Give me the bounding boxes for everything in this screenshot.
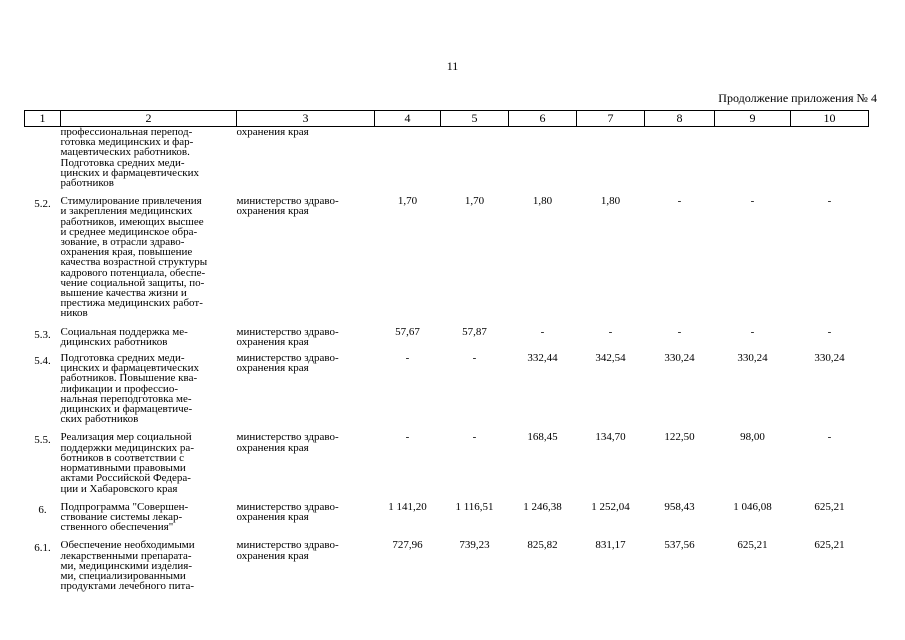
table-body [25, 127, 869, 592]
value-col-6: 825,82 [527, 539, 558, 552]
table-row [25, 347, 869, 424]
description-line: нормативными правовыми [60, 462, 186, 475]
value-col-4: 727,96 [392, 539, 423, 552]
description-line: профессиональная перепод- [60, 126, 193, 138]
value-col-5 [441, 127, 509, 189]
executor-line: охранения края [236, 549, 309, 562]
description-line: Подготовка средних меди- [60, 156, 185, 169]
row-description [61, 347, 237, 424]
description-line: охранения края, повышение [60, 246, 193, 259]
description-line: ми, медицинскими изделия- [60, 559, 193, 572]
row-description [61, 494, 237, 533]
value-col-9: 1 046,08 [733, 500, 772, 513]
row-number: 5.5. [34, 434, 51, 447]
value-col-10: - [827, 195, 832, 208]
value-col-5: - [472, 431, 477, 444]
value-col-6: 1,80 [532, 195, 553, 208]
executor-line: охранения края [236, 441, 309, 454]
value-col-7: 134,70 [595, 431, 626, 444]
value-col-5: 1,70 [464, 195, 485, 208]
row-description [61, 127, 237, 189]
value-col-7: 1 252,04 [591, 500, 630, 513]
value-col-10: - [827, 431, 832, 444]
description-line: и закрепления медицинских [60, 205, 193, 218]
description-line: качества возрастной структуры [60, 256, 208, 269]
value-col-9 [715, 127, 791, 189]
value-col-10: 330,24 [814, 352, 845, 365]
value-col-5: 1 116,51 [455, 500, 494, 513]
value-col-7: 1,80 [600, 195, 621, 208]
description-line: ственного обеспечения" [60, 521, 174, 534]
description-line: Подготовка средних меди- [60, 352, 185, 365]
value-col-4: 57,67 [395, 325, 420, 338]
description-line: престижа медицинских работ- [60, 297, 203, 310]
description-line: кадрового потенциала, обеспе- [60, 266, 206, 279]
row-number: 5.4. [34, 355, 51, 368]
table-row [25, 319, 869, 347]
description-line: работников. Повышение ква- [60, 372, 198, 385]
description-line: Стимулирование привлечения [60, 195, 202, 208]
value-col-8: - [677, 325, 682, 338]
row-executor [237, 188, 375, 318]
value-col-4: 1 141,20 [388, 500, 427, 513]
table-row [25, 188, 869, 318]
value-col-6 [509, 127, 577, 189]
appendix-table [24, 110, 869, 591]
value-col-7: - [608, 325, 613, 338]
row-number: 5.2. [34, 198, 51, 211]
description-line: ми, специализированными [60, 569, 186, 582]
value-col-7 [577, 127, 645, 189]
description-line: дицинских и фармацевтиче- [60, 403, 193, 416]
description-line: нальная переподготовка ме- [60, 392, 192, 405]
description-line: Обеспечение необходимыми [60, 539, 195, 552]
header-col-8: 8 [645, 111, 715, 127]
table-row [25, 127, 869, 189]
value-col-10: 625,21 [814, 500, 845, 513]
executor-line: министерство здраво- [236, 325, 339, 338]
value-col-8: - [677, 195, 682, 208]
value-col-6: 332,44 [527, 352, 558, 365]
description-line: ствование системы лекар- [60, 510, 183, 523]
value-col-4 [375, 127, 441, 189]
row-number: 6. [38, 503, 47, 516]
value-col-4: 1,70 [397, 195, 418, 208]
header-col-7: 7 [577, 111, 645, 127]
row-description [61, 532, 237, 591]
value-col-8 [645, 127, 715, 189]
table-row [25, 532, 869, 591]
description-line: Социальная поддержка ме- [60, 325, 188, 338]
description-line: ников [60, 307, 88, 320]
value-col-4: - [405, 431, 410, 444]
row-executor [237, 532, 375, 591]
row-number [25, 127, 61, 189]
value-col-8: 330,24 [664, 352, 695, 365]
value-col-9: 98,00 [740, 431, 765, 444]
header-col-9: 9 [715, 111, 791, 127]
description-line: ции и Хабаровского края [60, 482, 178, 495]
header-col-2: 2 [61, 111, 237, 127]
description-line: работников [60, 177, 114, 190]
row-number: 6.1. [34, 542, 51, 555]
description-line: зование, в отрасли здраво- [60, 236, 185, 249]
description-line: чение социальной защиты, по- [60, 276, 205, 289]
value-col-8: 122,50 [664, 431, 695, 444]
value-col-10 [791, 127, 869, 189]
header-col-10: 10 [791, 111, 869, 127]
header-col-1: 1 [25, 111, 61, 127]
description-line: Подпрограмма "Совершен- [60, 500, 189, 513]
value-col-5: 57,87 [462, 325, 487, 338]
value-col-8: 958,43 [664, 500, 695, 513]
executor-line: министерство здраво- [236, 431, 339, 444]
executor-line: охранения края [236, 126, 309, 138]
row-executor [237, 347, 375, 424]
row-executor [237, 424, 375, 493]
row-executor [237, 494, 375, 533]
value-col-4: - [405, 352, 410, 365]
value-col-8: 537,56 [664, 539, 695, 552]
executor-line: охранения края [236, 205, 309, 218]
description-line: ботников в соответствии с [60, 451, 184, 464]
continuation-label: Продолжение приложения № 4 [718, 91, 877, 105]
value-col-10: - [827, 325, 832, 338]
row-description [61, 188, 237, 318]
row-number: 5.3. [34, 328, 51, 341]
description-line: вышение качества жизни и [60, 287, 187, 300]
description-line: ских работников [60, 413, 139, 426]
value-col-7: 342,54 [595, 352, 626, 365]
description-line: лекарственными препарата- [60, 549, 192, 562]
value-col-9: 330,24 [737, 352, 768, 365]
value-col-7: 831,17 [595, 539, 626, 552]
description-line: лификации и профессио- [60, 382, 178, 395]
header-col-3: 3 [237, 111, 375, 127]
value-col-6: 168,45 [527, 431, 558, 444]
header-row [25, 111, 869, 127]
executor-line: охранения края [236, 362, 309, 375]
table-row [25, 494, 869, 533]
executor-line: министерство здраво- [236, 195, 339, 208]
header-col-6: 6 [509, 111, 577, 127]
row-description [61, 424, 237, 493]
executor-line: министерство здраво- [236, 500, 339, 513]
row-description [61, 319, 237, 347]
description-line: актами Российской Федера- [60, 472, 191, 485]
page-number: 11 [446, 59, 459, 73]
value-col-6: - [540, 325, 545, 338]
description-line: поддержки медицинских ра- [60, 441, 194, 454]
description-line: готовка медицинских и фар- [60, 136, 194, 149]
executor-line: министерство здраво- [236, 352, 339, 365]
header-col-5: 5 [441, 111, 509, 127]
description-line: мацевтических работников. [60, 146, 190, 159]
value-col-9: - [750, 195, 755, 208]
row-executor [237, 127, 375, 189]
value-col-9: 625,21 [737, 539, 768, 552]
row-executor [237, 319, 375, 347]
table-row [25, 424, 869, 493]
value-col-5: 739,23 [459, 539, 490, 552]
value-col-10: 625,21 [814, 539, 845, 552]
executor-line: охранения края [236, 510, 309, 523]
description-line: работников, имеющих высшее [60, 215, 204, 228]
executor-line: министерство здраво- [236, 539, 339, 552]
value-col-5: - [472, 352, 477, 365]
description-line: цинских и фармацевтических [60, 166, 199, 179]
value-col-6: 1 246,38 [523, 500, 562, 513]
description-line: Реализация мер социальной [60, 431, 192, 444]
description-line: и среднее медицинское обра- [60, 225, 198, 238]
description-line: цинских и фармацевтических [60, 362, 199, 375]
description-line: продуктами лечебного пита- [60, 580, 195, 593]
description-line: дицинских работников [60, 335, 168, 348]
executor-line: охранения края [236, 335, 309, 348]
header-col-4: 4 [375, 111, 441, 127]
value-col-9: - [750, 325, 755, 338]
